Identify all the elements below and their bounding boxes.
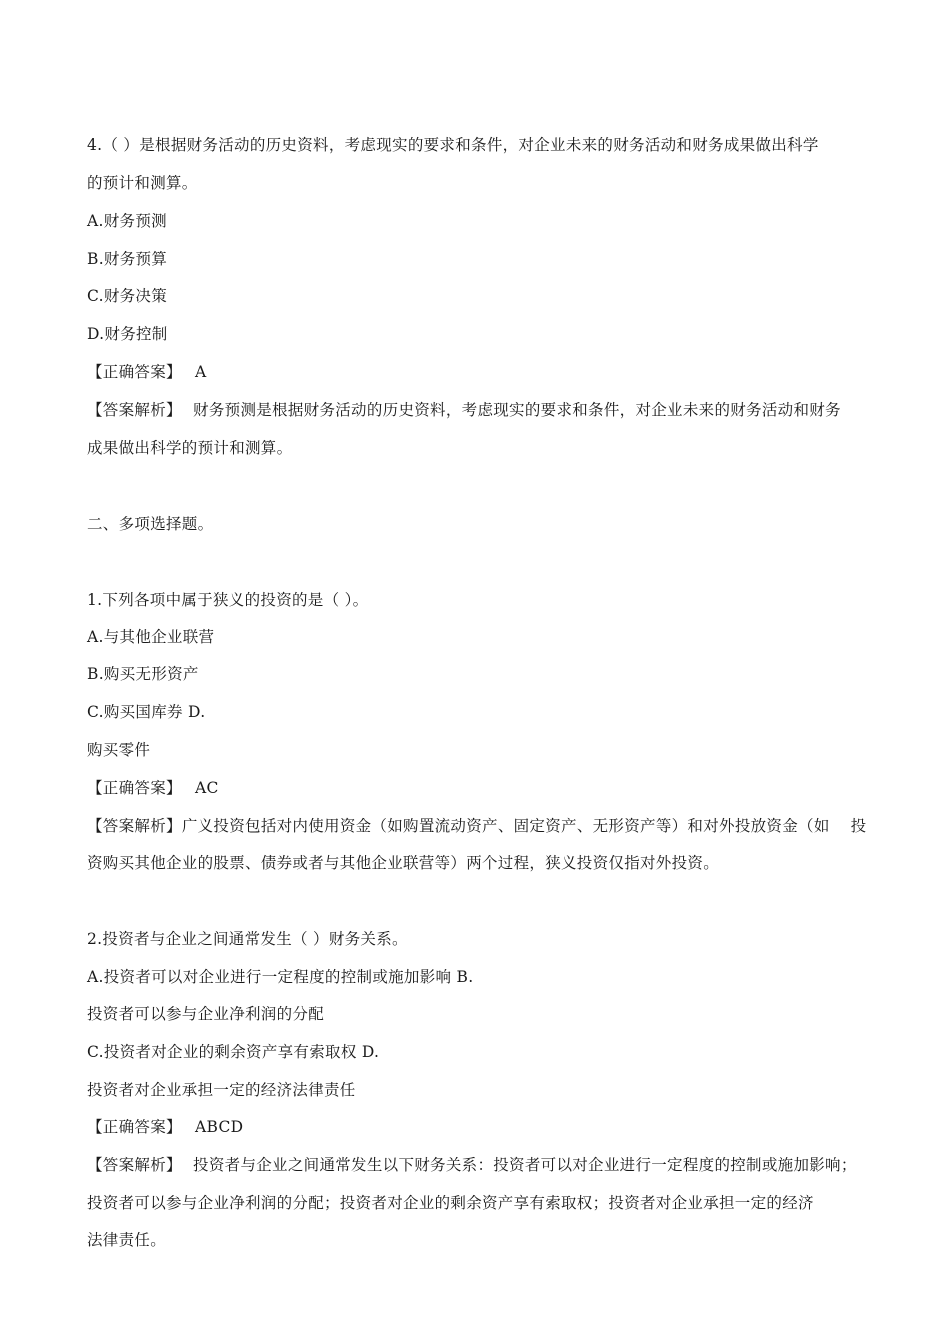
mq2-analysis-label: 【答案解析】	[87, 1156, 182, 1174]
mq1-stem: 1.下列各项中属于狭义的投资的是（ ）。	[87, 591, 369, 609]
q4-answer-label: 【正确答案】	[87, 363, 182, 381]
mq1-analysis-text-1: 广义投资包括对内使用资金（如购置流动资产、固定资产、无形资产等）和对外投放资金（如 投	[181, 817, 867, 835]
mq1-answer	[87, 777, 219, 799]
mq2-analysis-line-2: 投资者可以参与企业净利润的分配；投资者对企业的剩余资产享有索取权；投资者对企业承担一定的经济	[87, 1194, 814, 1212]
q4-analysis-label: 【答案解析】	[87, 401, 182, 419]
mq2-analysis-line-3: 法律责任。	[87, 1231, 167, 1249]
mq2-answer-label: 【正确答案】	[87, 1118, 182, 1136]
q4-analysis-line-1	[87, 399, 841, 421]
q4-option-c: C.财务决策	[87, 287, 168, 305]
mq1-answer-label: 【正确答案】	[87, 779, 182, 797]
mq1-option-c-d: C.购买国库券 D.	[87, 703, 206, 721]
mq1-option-d-cont: 购买零件	[87, 741, 151, 759]
mq2-option-c-d: C.投资者对企业的剩余资产享有索取权 D.	[87, 1043, 380, 1061]
mq2-stem: 2.投资者与企业之间通常发生（ ）财务关系。	[87, 930, 408, 948]
mq2-answer-value: ABCD	[195, 1118, 244, 1136]
q4-option-d: D.财务控制	[87, 325, 168, 343]
mq1-option-a: A.与其他企业联营	[87, 628, 215, 646]
section-heading-multiple-choice: 二、多项选择题。	[87, 515, 214, 533]
q4-analysis-text-1: 财务预测是根据财务活动的历史资料，考虑现实的要求和条件，对企业未来的财务活动和财务	[193, 401, 841, 419]
mq1-analysis-line-1	[87, 815, 866, 837]
q4-stem-line-1: 4.（ ）是根据财务活动的历史资料，考虑现实的要求和条件，对企业未来的财务活动和财务成果做出科学	[87, 136, 819, 154]
q4-option-a: A.财务预测	[87, 212, 167, 230]
mq2-option-a-b: A.投资者可以对企业进行一定程度的控制或施加影响 B.	[87, 968, 474, 986]
mq1-answer-value: AC	[195, 779, 219, 797]
q4-analysis-line-2: 成果做出科学的预计和测算。	[87, 439, 293, 457]
mq2-option-b-cont: 投资者可以参与企业净利润的分配	[87, 1005, 325, 1023]
mq1-analysis-label: 【答案解析】	[87, 817, 182, 835]
mq1-analysis-line-2: 资购买其他企业的股票、债券或者与其他企业联营等）两个过程，狭义投资仅指对外投资。	[87, 854, 720, 872]
mq2-option-d-cont: 投资者对企业承担一定的经济法律责任	[87, 1081, 356, 1099]
q4-option-b: B.财务预算	[87, 250, 168, 268]
q4-answer-value: A	[195, 363, 207, 381]
mq2-analysis-line-1	[87, 1154, 857, 1176]
mq2-analysis-text-1: 投资者与企业之间通常发生以下财务关系：投资者可以对企业进行一定程度的控制或施加影响；	[193, 1156, 857, 1174]
q4-answer	[87, 361, 207, 383]
q4-stem-line-2: 的预计和测算。	[87, 174, 198, 192]
mq1-option-b: B.购买无形资产	[87, 665, 199, 683]
mq2-answer	[87, 1116, 243, 1138]
